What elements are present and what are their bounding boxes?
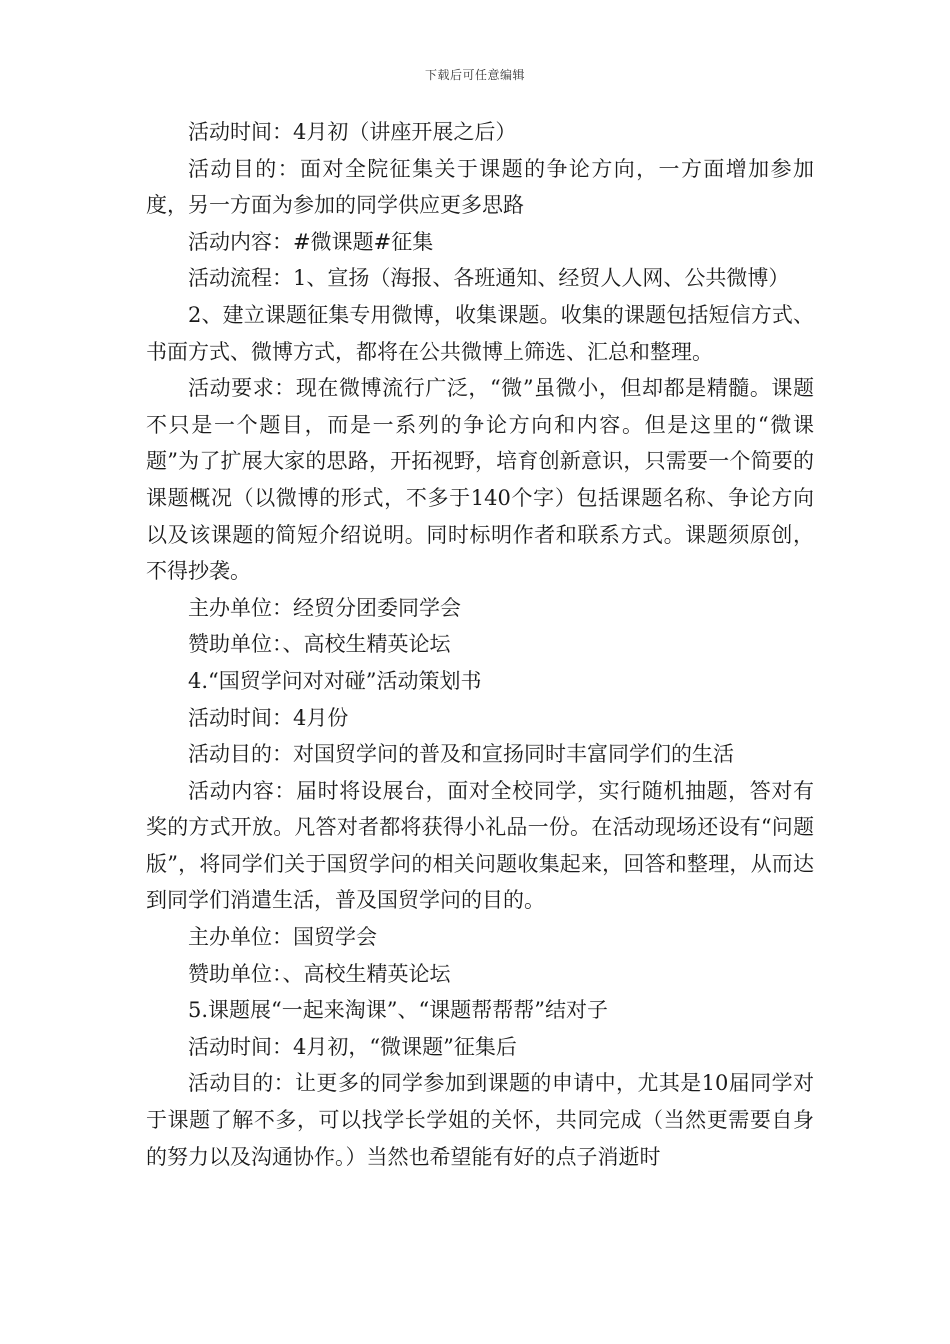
paragraph-organizer-1: 主办单位：经贸分团委同学会 bbox=[188, 595, 461, 620]
document-body bbox=[146, 114, 814, 1175]
section-heading-5: 5.课题展“一起来淘课”、“课题帮帮帮”结对子 bbox=[188, 998, 608, 1023]
paragraph-activity-content-1: 活动内容：#微课题#征集 bbox=[188, 229, 434, 254]
paragraph-activity-purpose-1: 活动目的：面对全院征集关于课题的争论方向，一方面增加参加度，另一方面为参加的同学供应更多思路 bbox=[146, 156, 814, 218]
paragraph-organizer-4: 主办单位：国贸学会 bbox=[188, 925, 377, 950]
paragraph-sponsor-1: 赞助单位：、高校生精英论坛 bbox=[188, 632, 451, 657]
paragraph-activity-time-5: 活动时间：4月初，“微课题”征集后 bbox=[188, 1034, 517, 1059]
paragraph-activity-purpose-5: 活动目的：让更多的同学参加到课题的申请中，尤其是10届同学对于课题了解不多，可以找学长学姐的关怀，共同完成（当然更需要自身的努力以及沟通协作。）当然也希望能有好的点子消逝时 bbox=[146, 1071, 814, 1169]
paragraph-activity-process-step-2: 2、建立课题征集专用微博，收集课题。收集的课题包括短信方式、书面方式、微博方式，都将在公共微博上筛选、汇总和整理。 bbox=[146, 302, 814, 364]
paragraph-sponsor-4: 赞助单位：、高校生精英论坛 bbox=[188, 961, 451, 986]
section-heading-4: 4.“国贸学问对对碰”活动策划书 bbox=[188, 668, 482, 693]
paragraph-activity-time-1: 活动时间：4月初（讲座开展之后） bbox=[188, 120, 517, 144]
paragraph-activity-purpose-4: 活动目的：对国贸学问的普及和宣扬同时丰富同学们的生活 bbox=[188, 742, 734, 767]
paragraph-activity-content-4: 活动内容：届时将设展台，面对全校同学，实行随机抽题，答对有奖的方式开放。凡答对者都将获得小礼品一份。在活动现场还设有“问题版”，将同学们关于国贸学问的相关问题收集起来，回答和整理，从而达到同学们消遣生活，普及国贸学问的目的。 bbox=[146, 778, 814, 913]
page-header-note: 下载后可任意编辑 bbox=[424, 68, 525, 82]
paragraph-activity-requirements: 活动要求：现在微博流行广泛，“微”虽微小，但却都是精髓。课题不只是一个题目，而是一系列的争论方向和内容。但是这里的“微课题”为了扩展大家的思路，开拓视野，培育创新意识，只需要一个简要的课题概况（以微博的形式，不多于140个字）包括课题名称、争论方向以及该课题的简短介绍说明。同时标明作者和联系方式。课题须原创，不得抄袭。 bbox=[146, 376, 814, 584]
paragraph-activity-time-4: 活动时间：4月份 bbox=[188, 705, 349, 730]
paragraph-activity-process-1: 活动流程：1、宣扬（海报、各班通知、经贸人人网、公共微博） bbox=[188, 266, 790, 291]
